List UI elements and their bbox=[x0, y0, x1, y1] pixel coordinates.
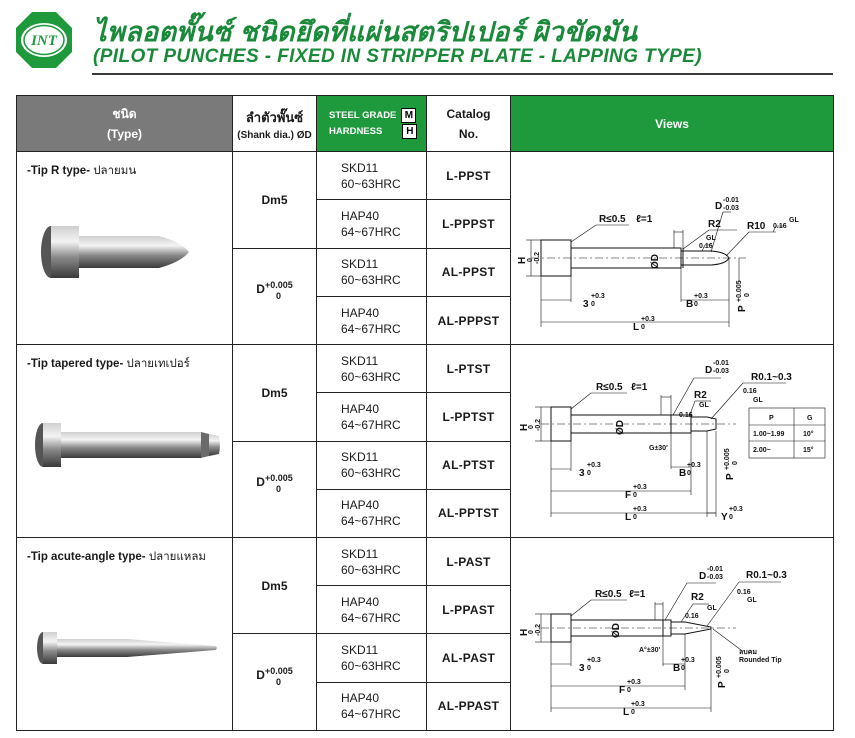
svg-text:-0.2: -0.2 bbox=[535, 623, 542, 637]
steel-cell: SKD11 60~63HRC bbox=[317, 345, 427, 393]
svg-text:ลบคม: ลบคม bbox=[739, 649, 758, 657]
column-catalog: Catalog No. bbox=[427, 96, 511, 152]
svg-text:D: D bbox=[715, 201, 723, 213]
svg-text:0: 0 bbox=[681, 665, 685, 673]
svg-text:D: D bbox=[699, 571, 707, 583]
table-row bbox=[17, 152, 834, 200]
svg-text:+0.3: +0.3 bbox=[694, 293, 708, 301]
svg-text:0: 0 bbox=[528, 630, 535, 635]
svg-text:0.16: 0.16 bbox=[743, 388, 757, 396]
tip-r-drawing bbox=[511, 152, 834, 346]
svg-text:A°±30': A°±30' bbox=[639, 647, 661, 655]
catalog-no-cell: L-PPAST bbox=[427, 586, 511, 634]
svg-text:0: 0 bbox=[633, 514, 637, 522]
svg-text:F: F bbox=[625, 490, 632, 502]
svg-text:ØD: ØD bbox=[650, 254, 661, 270]
svg-text:0: 0 bbox=[591, 301, 595, 309]
svg-text:+0.3: +0.3 bbox=[633, 484, 647, 492]
column-type: ชนิด (Type) bbox=[17, 96, 233, 152]
svg-text:GL: GL bbox=[707, 605, 717, 613]
svg-text:-0.03: -0.03 bbox=[723, 205, 739, 213]
svg-text:GL: GL bbox=[789, 217, 799, 225]
svg-text:0: 0 bbox=[744, 293, 751, 298]
catalog-no-cell: AL-PTST bbox=[427, 441, 511, 489]
svg-text:GL: GL bbox=[753, 397, 763, 405]
svg-text:-0.01: -0.01 bbox=[707, 566, 723, 574]
svg-text:B: B bbox=[679, 468, 687, 480]
svg-text:R0.1~0.3: R0.1~0.3 bbox=[751, 372, 792, 384]
svg-text:+0.005: +0.005 bbox=[736, 280, 743, 303]
svg-text:P: P bbox=[725, 473, 736, 481]
svg-text:R2: R2 bbox=[691, 592, 704, 604]
type-cell-tip-acute: -Tip acute-angle type- ปลายแหลม bbox=[17, 538, 233, 731]
svg-text:+0.3: +0.3 bbox=[627, 679, 641, 687]
svg-text:+0.3: +0.3 bbox=[587, 657, 601, 665]
type-cell-tip-tapered: -Tip tapered type- ปลายเทเปอร์ bbox=[17, 345, 233, 538]
svg-text:+0.3: +0.3 bbox=[587, 462, 601, 470]
svg-text:R0.1~0.3: R0.1~0.3 bbox=[746, 570, 787, 582]
column-shank: ลำตัวพั๊นซ์ (Shank dia.) ØD bbox=[233, 96, 317, 152]
steel-cell: HAP40 64~67HRC bbox=[317, 586, 427, 634]
page-title-thai: ไพลอตพั๊นซ์ ชนิดยึดที่แผ่นสตริปเปอร์ ผิวขัดมัน bbox=[93, 17, 638, 47]
svg-text:ØD: ØD bbox=[611, 623, 622, 639]
svg-text:P: P bbox=[717, 681, 728, 689]
svg-text:B: B bbox=[673, 663, 681, 675]
svg-text:Y: Y bbox=[721, 512, 728, 524]
svg-text:-0.03: -0.03 bbox=[707, 574, 723, 582]
shank-cell: Dm5 bbox=[233, 152, 317, 248]
steel-cell: HAP40 64~67HRC bbox=[317, 489, 427, 537]
shank-cell: Dm5 bbox=[233, 345, 317, 441]
catalog-no-cell: L-PAST bbox=[427, 538, 511, 586]
svg-text:+0.3: +0.3 bbox=[687, 462, 701, 470]
svg-text:R2: R2 bbox=[708, 219, 721, 231]
svg-text:H: H bbox=[519, 628, 530, 637]
svg-text:+0.3: +0.3 bbox=[729, 506, 743, 514]
svg-text:+0.3: +0.3 bbox=[631, 701, 645, 709]
view-cell-tip-r bbox=[511, 152, 834, 345]
title-divider bbox=[92, 73, 833, 75]
catalog-no-cell: AL-PPTST bbox=[427, 489, 511, 537]
tip-tapered-punch-image bbox=[31, 405, 231, 485]
catalog-no-cell: AL-PAST bbox=[427, 634, 511, 682]
svg-text:+0.3: +0.3 bbox=[641, 316, 655, 324]
tip-tapered-drawing bbox=[511, 345, 834, 539]
svg-text:0.16: 0.16 bbox=[699, 243, 713, 251]
catalog-no-cell: L-PPST bbox=[427, 152, 511, 200]
steel-cell: SKD11 60~63HRC bbox=[317, 634, 427, 682]
svg-text:B: B bbox=[686, 299, 694, 311]
svg-text:0: 0 bbox=[627, 687, 631, 695]
shank-cell: Dm5 bbox=[233, 538, 317, 634]
svg-text:G±30': G±30' bbox=[649, 445, 668, 453]
svg-text:D: D bbox=[705, 365, 713, 377]
svg-text:+0.3: +0.3 bbox=[633, 506, 647, 514]
shank-cell: $D^{+0.005}$ $^0$ bbox=[233, 634, 317, 731]
page-title-english: (PILOT PUNCHES - FIXED IN STRIPPER PLATE - LAPPING TYPE) bbox=[93, 46, 702, 67]
svg-text:+0.005: +0.005 bbox=[716, 656, 723, 679]
catalog-no-cell: AL-PPST bbox=[427, 248, 511, 296]
svg-text:0.16: 0.16 bbox=[679, 412, 693, 420]
svg-text:0: 0 bbox=[633, 492, 637, 500]
catalog-no-cell: AL-PPAST bbox=[427, 682, 511, 730]
svg-text:GL: GL bbox=[706, 235, 716, 243]
svg-text:0: 0 bbox=[641, 324, 645, 332]
svg-text:15°: 15° bbox=[803, 447, 814, 455]
catalog-no-cell: L-PPPST bbox=[427, 200, 511, 248]
steel-cell: HAP40 64~67HRC bbox=[317, 200, 427, 248]
type-cell-tip-r: -Tip R type- ปลายมน bbox=[17, 152, 233, 345]
svg-text:P: P bbox=[769, 415, 774, 423]
svg-text:F: F bbox=[619, 685, 626, 697]
catalog-no-cell: L-PPTST bbox=[427, 393, 511, 441]
svg-text:INT: INT bbox=[31, 33, 57, 49]
svg-text:-0.03: -0.03 bbox=[713, 368, 729, 376]
svg-text:H: H bbox=[517, 257, 528, 265]
view-cell-tip-acute bbox=[511, 538, 834, 731]
table-header-row bbox=[17, 96, 834, 152]
steel-cell: SKD11 60~63HRC bbox=[317, 152, 427, 200]
svg-text:0: 0 bbox=[528, 425, 535, 430]
shank-cell: $D^{+0.005}$ $^0$ bbox=[233, 441, 317, 537]
svg-text:-0.2: -0.2 bbox=[534, 252, 541, 265]
catalog-no-cell: L-PTST bbox=[427, 345, 511, 393]
steel-cell: SKD11 60~63HRC bbox=[317, 538, 427, 586]
steel-cell: HAP40 64~67HRC bbox=[317, 296, 427, 344]
svg-text:+0.3: +0.3 bbox=[681, 657, 695, 665]
view-cell-tip-tapered bbox=[511, 345, 834, 538]
svg-text:0: 0 bbox=[527, 258, 534, 263]
steel-cell: SKD11 60~63HRC bbox=[317, 441, 427, 489]
table-row bbox=[17, 345, 834, 393]
svg-text:R≤0.5: R≤0.5 bbox=[596, 382, 623, 394]
catalog-no-cell: AL-PPPST bbox=[427, 296, 511, 344]
svg-text:0: 0 bbox=[694, 301, 698, 309]
svg-text:1.00~1.99: 1.00~1.99 bbox=[753, 431, 785, 439]
svg-text:3: 3 bbox=[579, 468, 585, 480]
svg-text:G: G bbox=[807, 415, 813, 423]
svg-text:-0.01: -0.01 bbox=[723, 197, 739, 205]
svg-text:-0.2: -0.2 bbox=[535, 419, 542, 432]
tip-acute-punch-image bbox=[31, 608, 231, 688]
svg-text:H: H bbox=[519, 423, 530, 432]
table-row bbox=[17, 538, 834, 586]
svg-text:-0.01: -0.01 bbox=[713, 360, 729, 368]
pilot-punch-table bbox=[16, 95, 834, 731]
svg-text:0.16: 0.16 bbox=[737, 589, 751, 597]
svg-text:0.16: 0.16 bbox=[773, 223, 787, 231]
svg-text:ℓ=1: ℓ=1 bbox=[629, 589, 646, 601]
svg-text:P: P bbox=[737, 305, 748, 313]
svg-text:3: 3 bbox=[579, 663, 585, 675]
steel-cell: SKD11 60~63HRC bbox=[317, 248, 427, 296]
svg-text:ℓ=1: ℓ=1 bbox=[631, 382, 648, 394]
svg-text:GL: GL bbox=[747, 597, 757, 605]
svg-text:0: 0 bbox=[729, 514, 733, 522]
svg-text:R≤0.5: R≤0.5 bbox=[595, 589, 622, 601]
steel-cell: HAP40 64~67HRC bbox=[317, 393, 427, 441]
shank-cell: $D^{+0.005}$ $^0$ bbox=[233, 248, 317, 344]
svg-text:L: L bbox=[633, 322, 640, 334]
svg-text:ØD: ØD bbox=[615, 420, 626, 436]
svg-text:0: 0 bbox=[587, 470, 591, 478]
svg-text:L: L bbox=[625, 512, 632, 524]
steel-cell: HAP40 64~67HRC bbox=[317, 682, 427, 730]
svg-text:L: L bbox=[623, 707, 630, 719]
svg-text:GL: GL bbox=[699, 402, 709, 410]
int-logo bbox=[14, 10, 74, 70]
svg-text:R≤0.5: R≤0.5 bbox=[599, 214, 626, 226]
svg-text:R10: R10 bbox=[747, 221, 766, 233]
tip-r-punch-image bbox=[31, 212, 201, 292]
svg-text:+0.3: +0.3 bbox=[591, 293, 605, 301]
svg-text:0: 0 bbox=[724, 669, 731, 674]
svg-text:0.16: 0.16 bbox=[685, 613, 699, 621]
svg-text:0: 0 bbox=[631, 709, 635, 717]
svg-text:2.00~: 2.00~ bbox=[753, 447, 771, 455]
svg-text:+0.005: +0.005 bbox=[724, 448, 731, 471]
svg-text:ℓ=1: ℓ=1 bbox=[636, 214, 653, 226]
svg-text:10°: 10° bbox=[803, 431, 814, 439]
svg-text:R2: R2 bbox=[694, 390, 707, 402]
svg-text:0: 0 bbox=[687, 470, 691, 478]
svg-text:Rounded Tip: Rounded Tip bbox=[739, 657, 782, 665]
svg-text:3: 3 bbox=[583, 299, 589, 311]
svg-text:0: 0 bbox=[587, 665, 591, 673]
svg-text:0: 0 bbox=[732, 461, 739, 466]
column-views: Views bbox=[511, 96, 834, 152]
tip-acute-drawing bbox=[511, 538, 834, 732]
column-steel-grade: STEEL GRADE M HARDNESS H bbox=[317, 96, 427, 152]
